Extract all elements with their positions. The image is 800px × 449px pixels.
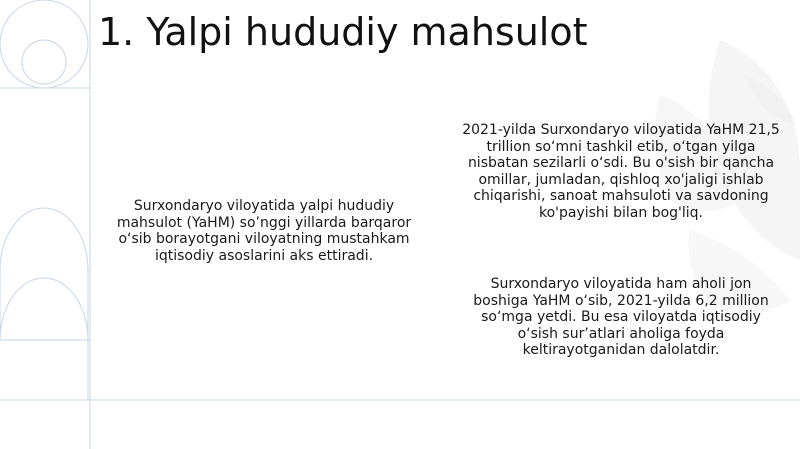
- left-paragraph: Surxondaryo viloyatida yalpi hududiy mahsulot (YaHM) so’nggi yillarda barqaror o‘sib borayotgani viloyatning mustahkam iqtisodiy asoslarini aks ettiradi.: [116, 198, 412, 264]
- right-paragraph-gdp-2021: 2021-yilda Surxondaryo viloyatida YaHM 21,5 trillion so‘mni tashkil etib, o‘tgan yilga nisbatan sezilarli o‘sdi. Bu o'sish bir qancha omillar, jumladan, qishloq xo'jaligi ishlab chiqarishi, sanoat mahsuloti va savdoning ko'payishi bilan bog'liq.: [462, 122, 780, 221]
- right-paragraph-per-capita: Surxondaryo viloyatida ham aholi jon boshiga YaHM o‘sib, 2021-yilda 6,2 million so‘mga yetdi. Bu esa viloyatda iqtisodiy o‘sish sur’atlari aholiga foyda keltirayotganidan dalolatdir.: [473, 276, 769, 358]
- slide-title: 1. Yalpi hududiy mahsulot: [98, 10, 588, 54]
- arch-outline-upper: [0, 208, 88, 340]
- large-circle-outline: [0, 0, 88, 88]
- arch-outline-lower: [0, 278, 88, 400]
- small-circle-outline: [22, 40, 66, 84]
